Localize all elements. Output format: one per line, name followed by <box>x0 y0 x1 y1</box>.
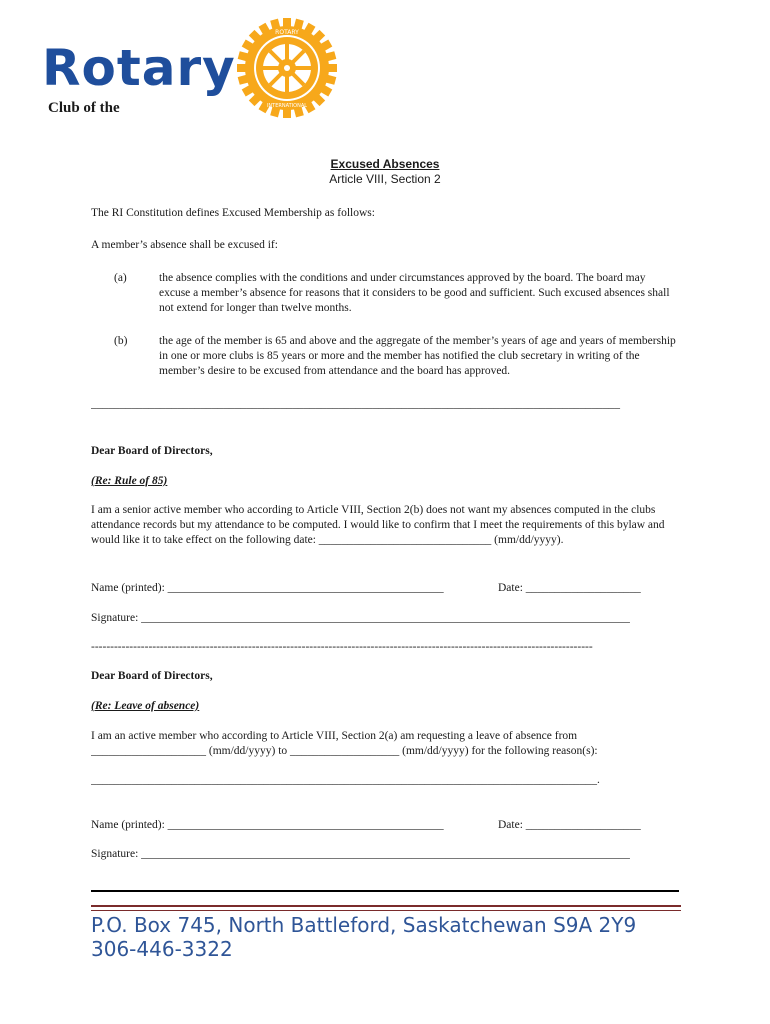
section2-salutation: Dear Board of Directors, <box>91 670 213 682</box>
footer-rule-maroon <box>91 905 681 907</box>
emblem-top-text: ROTARY <box>275 29 299 36</box>
footer-rule-black <box>91 890 679 892</box>
intro-line-1: The RI Constitution defines Excused Membership as follows: <box>91 207 375 219</box>
section2-date-field[interactable]: Date: ____________________ <box>498 819 641 831</box>
section1-date-field[interactable]: Date: ____________________ <box>498 582 641 594</box>
rotary-logo-wordmark: Rotary <box>42 39 236 97</box>
item-b-label: (b) <box>114 335 128 347</box>
footer-address: P.O. Box 745, North Battleford, Saskatchewan S9A 2Y9 <box>91 913 637 937</box>
intro-line-2: A member’s absence shall be excused if: <box>91 239 278 251</box>
rotary-wheel-emblem <box>228 18 346 118</box>
footer-phone: 306-446-3322 <box>91 937 233 961</box>
document-title-block <box>0 157 770 187</box>
footer-rule-maroon-thin <box>91 910 681 911</box>
section1-salutation: Dear Board of Directors, <box>91 445 213 457</box>
separator-line-2: ----------------------------------------------------------------------------------------------------------------------------------- <box>91 641 593 653</box>
section1-name-field[interactable]: Name (printed): ________________________________________________ <box>91 582 444 594</box>
section2-reason-line[interactable]: ________________________________________________________________________________________. <box>91 774 600 786</box>
section1-body: I am a senior active member who according to Article VIII, Section 2(b) does not want my absences computed in the clubs attendance records but my attendance to be computed. I would like to confirm that I meet the requirements of this bylaw and would like it to take effect on the following date: ______________________________ (mm/dd/yyyy). <box>91 504 665 546</box>
section1-signature-field[interactable]: Signature: _____________________________________________________________________________________ <box>91 612 630 624</box>
section2-body-line-1: I am an active member who according to Article VIII, Section 2(a) am requesting a leave of absence from <box>91 730 578 742</box>
document-title: Excused Absences <box>330 157 440 171</box>
section2-re-line: (Re: Leave of absence) <box>91 700 200 712</box>
item-a-text: the absence complies with the conditions and under circumstances approved by the board. The board may excuse a member’s absence for reasons that it considers to be good and sufficient. Such excused absences shall not extend for longer than twelve months. <box>159 272 670 314</box>
section2-signature-field[interactable]: Signature: _____________________________________________________________________________________ <box>91 848 630 860</box>
separator-line-1: ____________________________________________________________________________________________ <box>91 398 620 410</box>
item-a-label: (a) <box>114 272 127 284</box>
club-name-line: Club of the <box>48 100 120 116</box>
emblem-bottom-text: INTERNATIONAL <box>266 103 308 109</box>
section2-body-line-2[interactable]: ____________________ (mm/dd/yyyy) to ___________________ (mm/dd/yyyy) for the following reason(s): <box>91 745 598 757</box>
document-subtitle: Article VIII, Section 2 <box>329 172 441 186</box>
section2-name-field[interactable]: Name (printed): ________________________________________________ <box>91 819 444 831</box>
item-b-text: the age of the member is 65 and above and the aggregate of the member’s years of age and years of membership in one or more clubs is 85 years or more and the member has notified the club secretary in writing of the member’s desire to be excused from attendance and the board has approved. <box>159 335 676 377</box>
section1-re-line: (Re: Rule of 85) <box>91 475 168 487</box>
